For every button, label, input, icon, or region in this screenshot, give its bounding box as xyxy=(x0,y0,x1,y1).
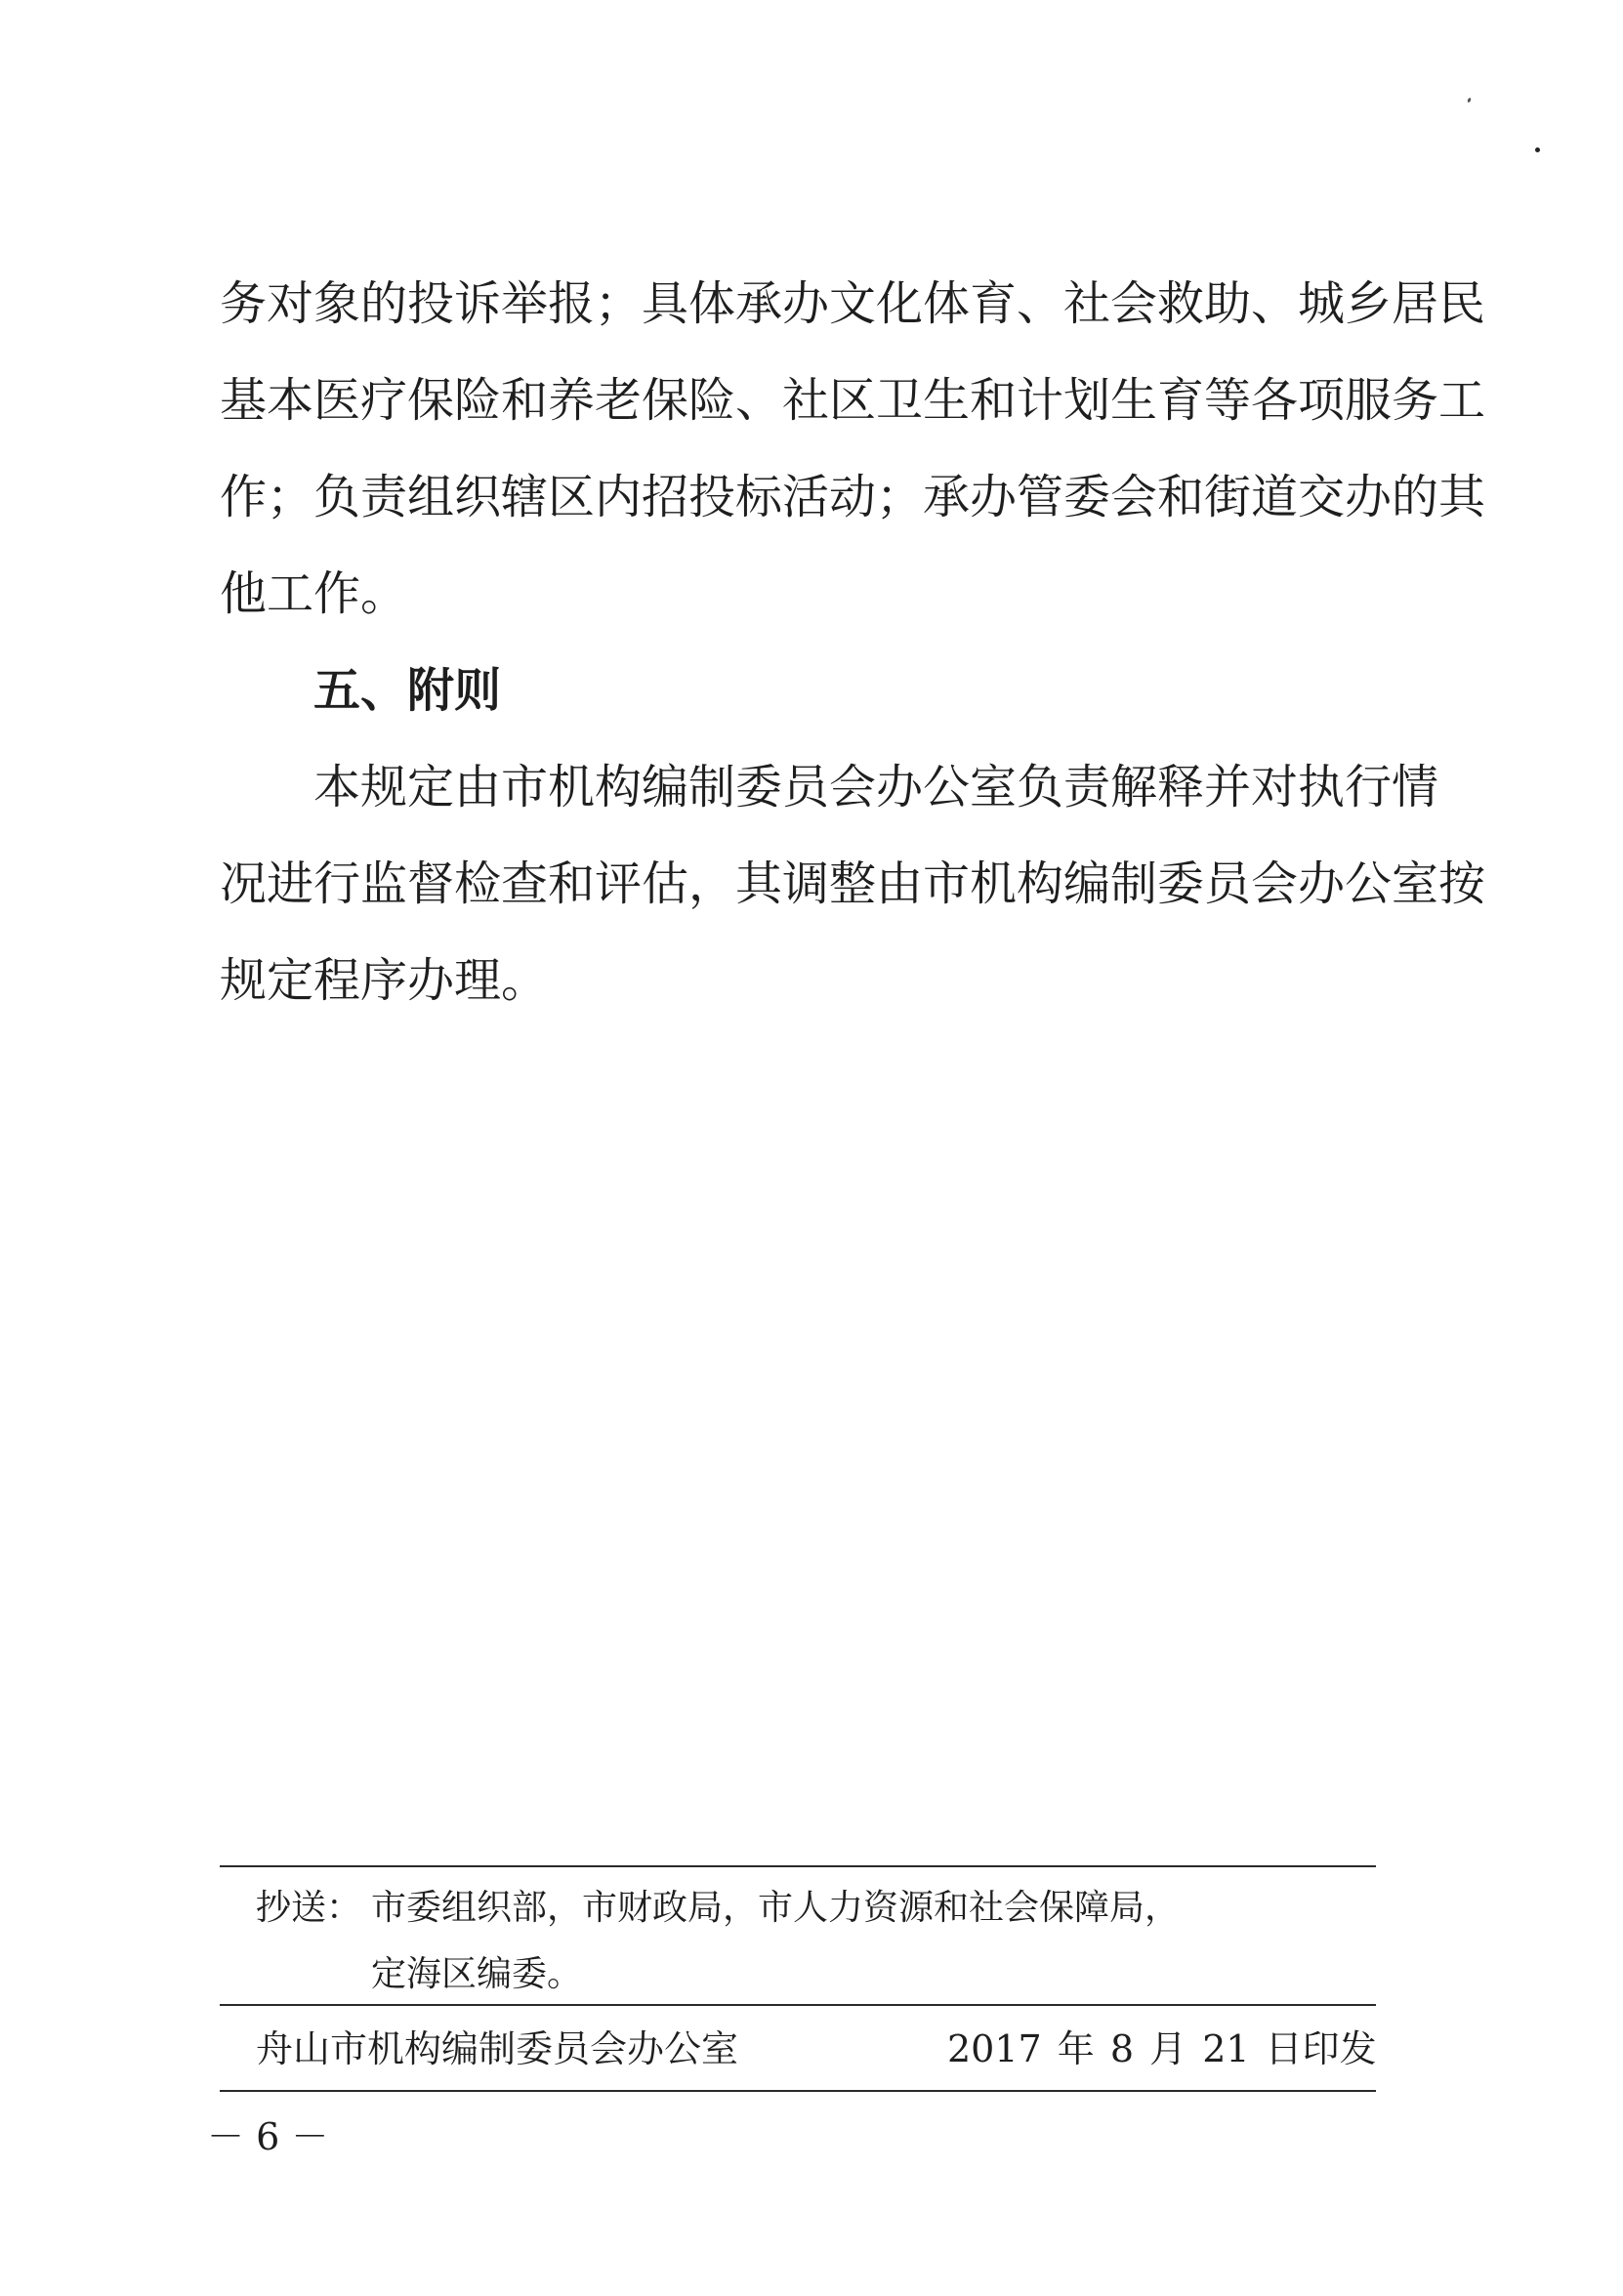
footer-divider xyxy=(220,2090,1376,2092)
footer-divider xyxy=(220,1865,1376,1867)
body-line: 本规定由市机构编制委员会办公室负责解释并对执行情 xyxy=(313,760,1439,814)
body-line: 他工作。 xyxy=(220,566,408,621)
scan-speck xyxy=(1467,98,1472,104)
cc-recipients: 市委组织部，市财政局，市人力资源和社会保障局， xyxy=(371,1888,1181,1928)
page-number: － 6 － xyxy=(207,2115,329,2158)
body-line: 务对象的投诉举报；具体承办文化体育、社会救助、城乡居民 xyxy=(220,276,1486,331)
body-line: 规定程序办理。 xyxy=(220,953,549,1008)
footer-divider xyxy=(220,2004,1376,2006)
section-heading: 五、附则 xyxy=(313,663,502,718)
issuing-office: 舟山市机构编制委员会办公室 xyxy=(256,2027,739,2070)
scan-speck xyxy=(1535,147,1540,152)
issue-date: 2017 年 8 月 21 日印发 xyxy=(947,2027,1377,2070)
body-line: 作；负责组织辖区内招投标活动；承办管委会和街道交办的其 xyxy=(220,470,1486,524)
cc-label: 抄送： xyxy=(256,1888,362,1928)
document-body xyxy=(220,256,1486,1029)
cc-section xyxy=(256,1875,1180,2008)
body-line: 况进行监督检查和评估，其调整由市机构编制委员会办公室按 xyxy=(220,856,1486,911)
cc-recipients-continued: 定海区编委。 xyxy=(371,1954,583,1994)
body-line: 基本医疗保险和养老保险、社区卫生和计划生育等各项服务工 xyxy=(220,373,1486,428)
cc-row xyxy=(256,1875,1180,1941)
